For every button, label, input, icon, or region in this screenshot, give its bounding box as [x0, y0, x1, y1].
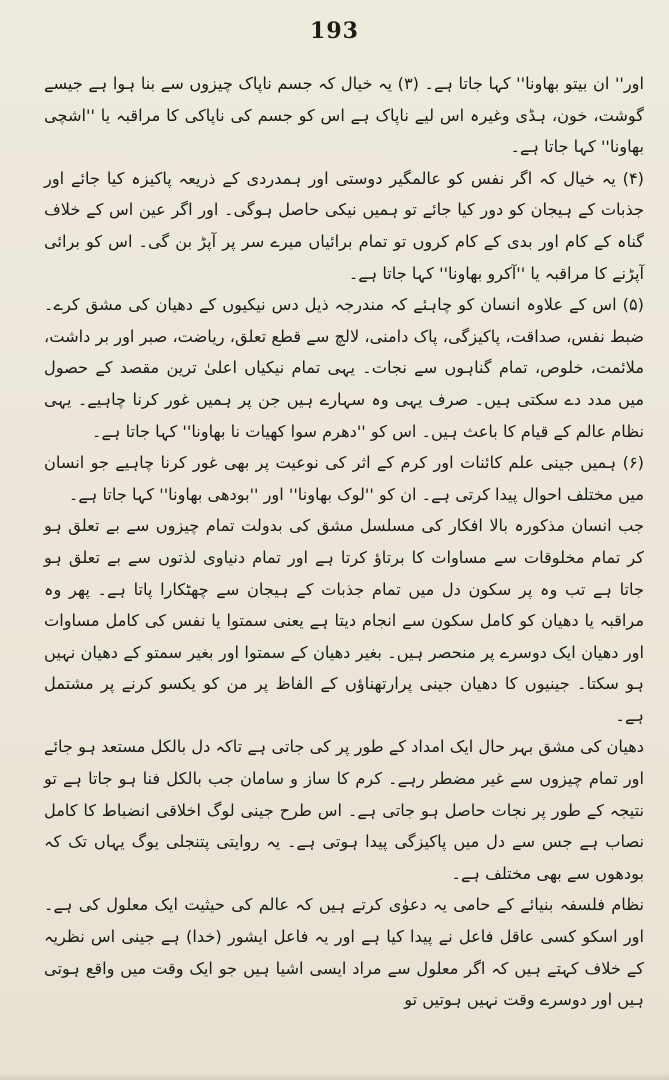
page-body: [44, 68, 644, 1016]
paragraph-1: اور'' ان بیتو بھاونا'' کہا جاتا ہے۔ (۳) یہ خیال کہ جسم ناپاک چیزوں سے بنا ہوا ہے جیسے گوشت، خون، ہڈی وغیرہ اس لیے ناپاک ہے اس کو جسم کی ناپاکی کا مراقبہ یا ''اشچی بھاونا'' کہا جاتا ہے۔: [44, 74, 644, 157]
paragraph-3: (۵) اس کے علاوہ انسان کو چاہئے کہ مندرجہ ذیل دس نیکیوں کے دھیان کی مشق کرے۔ ضبط نفس، صداقت، پاکیزگی، پاک دامنی، لالچ سے قطع تعلق، ریاضت، صبر اور بر داشت، ملائمت، خلوص، تمام گناہوں سے نجات۔ یہی تمام نیکیاں اعلیٰ ترین مقصد کے حصول میں مدد دے سکتی ہیں۔ صرف یہی وہ سہارے ہیں جن پر ہمیں غور کرنا چاہیے۔ یہی نظام عالم کے قیام کا باعث ہیں۔ اس کو ''دھرم سوا کھیات نا بھاونا'' کہا جاتا ہے۔: [44, 295, 644, 441]
page-bottom-shadow: [0, 1072, 669, 1080]
page-number: 193: [310, 18, 359, 44]
paragraph-5: جب انسان مذکورہ بالا افکار کی مسلسل مشق کی بدولت تمام چیزوں سے بے تعلق ہو کر تمام مخلوقات سے مساوات کا برتاؤ کرتا ہے اور تمام دنیاوی لذتوں سے بے تعلق ہو جاتا ہے تب وہ پر سکون دل میں تمام جذبات کے ہیجان سے چھٹکارا پاتا ہے۔ پھر وہ مراقبہ یا دھیان کو کامل سکون سے انجام دیتا ہے یعنی سمتوا یا نفس کی کامل مساوات اور دھیان ایک دوسرے پر منحصر ہیں۔ بغیر دھیان کے سمتوا اور بغیر سمتو کے دھیان نہیں ہو سکتا۔ جینیوں کا دھیان جینی پرارتھناؤں کے الفاظ پر من کو یکسو کرنے پر مشتمل ہے۔: [44, 516, 644, 725]
paragraph-7: نظام فلسفہ بنیائے کے حامی یہ دعوٰی کرتے ہیں کہ عالم کی حیثیت ایک معلول کی ہے۔ اور اسکو کسی عاقل فاعل نے پیدا کیا ہے اور یہ فاعل ایشور (خدا) ہے جینی اس نظریہ کے خلاف کہتے ہیں کہ اگر معلول سے مراد ایسی اشیا ہیں جو ایک وقت میں واقع ہوتی ہیں اور دوسرے وقت نہیں ہوتیں تو: [44, 895, 644, 1010]
paragraph-2: (۴) یہ خیال کہ اگر نفس کو عالمگیر دوستی اور ہمدردی کے ذریعہ پاکیزہ کیا جائے اور جذبات کے ہیجان کو دور کیا جائے تو ہمیں نیکی حاصل ہوگی۔ اور اگر عین اس کے خلاف گناہ کے کام اور بدی کے کام کروں تو تمام برائیاں میرے سر پر آپڑ بن گی۔ اس کو برائی آپڑنے کا مراقبہ یا ''آکرو بھاونا'' کہا جاتا ہے۔: [44, 168, 644, 283]
paragraph-6: دھیان کی مشق بہر حال ایک امداد کے طور پر کی جاتی ہے تاکہ دل بالکل مستعد ہو جائے اور تمام چیزوں سے غیر مضطر رہے۔ کرم کا ساز و سامان جب بالکل فنا ہو جاتا ہے تو نتیجہ کے طور پر نجات حاصل ہو جاتی ہے۔ اس طرح جینی لوگ اخلاقی انضباط کا کامل نصاب ہے جس سے دل میں پاکیزگی پیدا ہوتی ہے۔ یہ روایتی پتنجلی یوگ یہاں تک کہ بودھوں سے بھی مختلف ہے۔: [44, 737, 644, 883]
paragraph-4: (۶) ہمیں جینی علم کائنات اور کرم کے اثر کی نوعیت پر بھی غور کرنا چاہیے جو انسان میں مختلف احوال پیدا کرتی ہے۔ ان کو ''لوک بھاونا'' اور ''بودھی بھاونا'' کہا جاتا ہے۔: [44, 453, 644, 504]
